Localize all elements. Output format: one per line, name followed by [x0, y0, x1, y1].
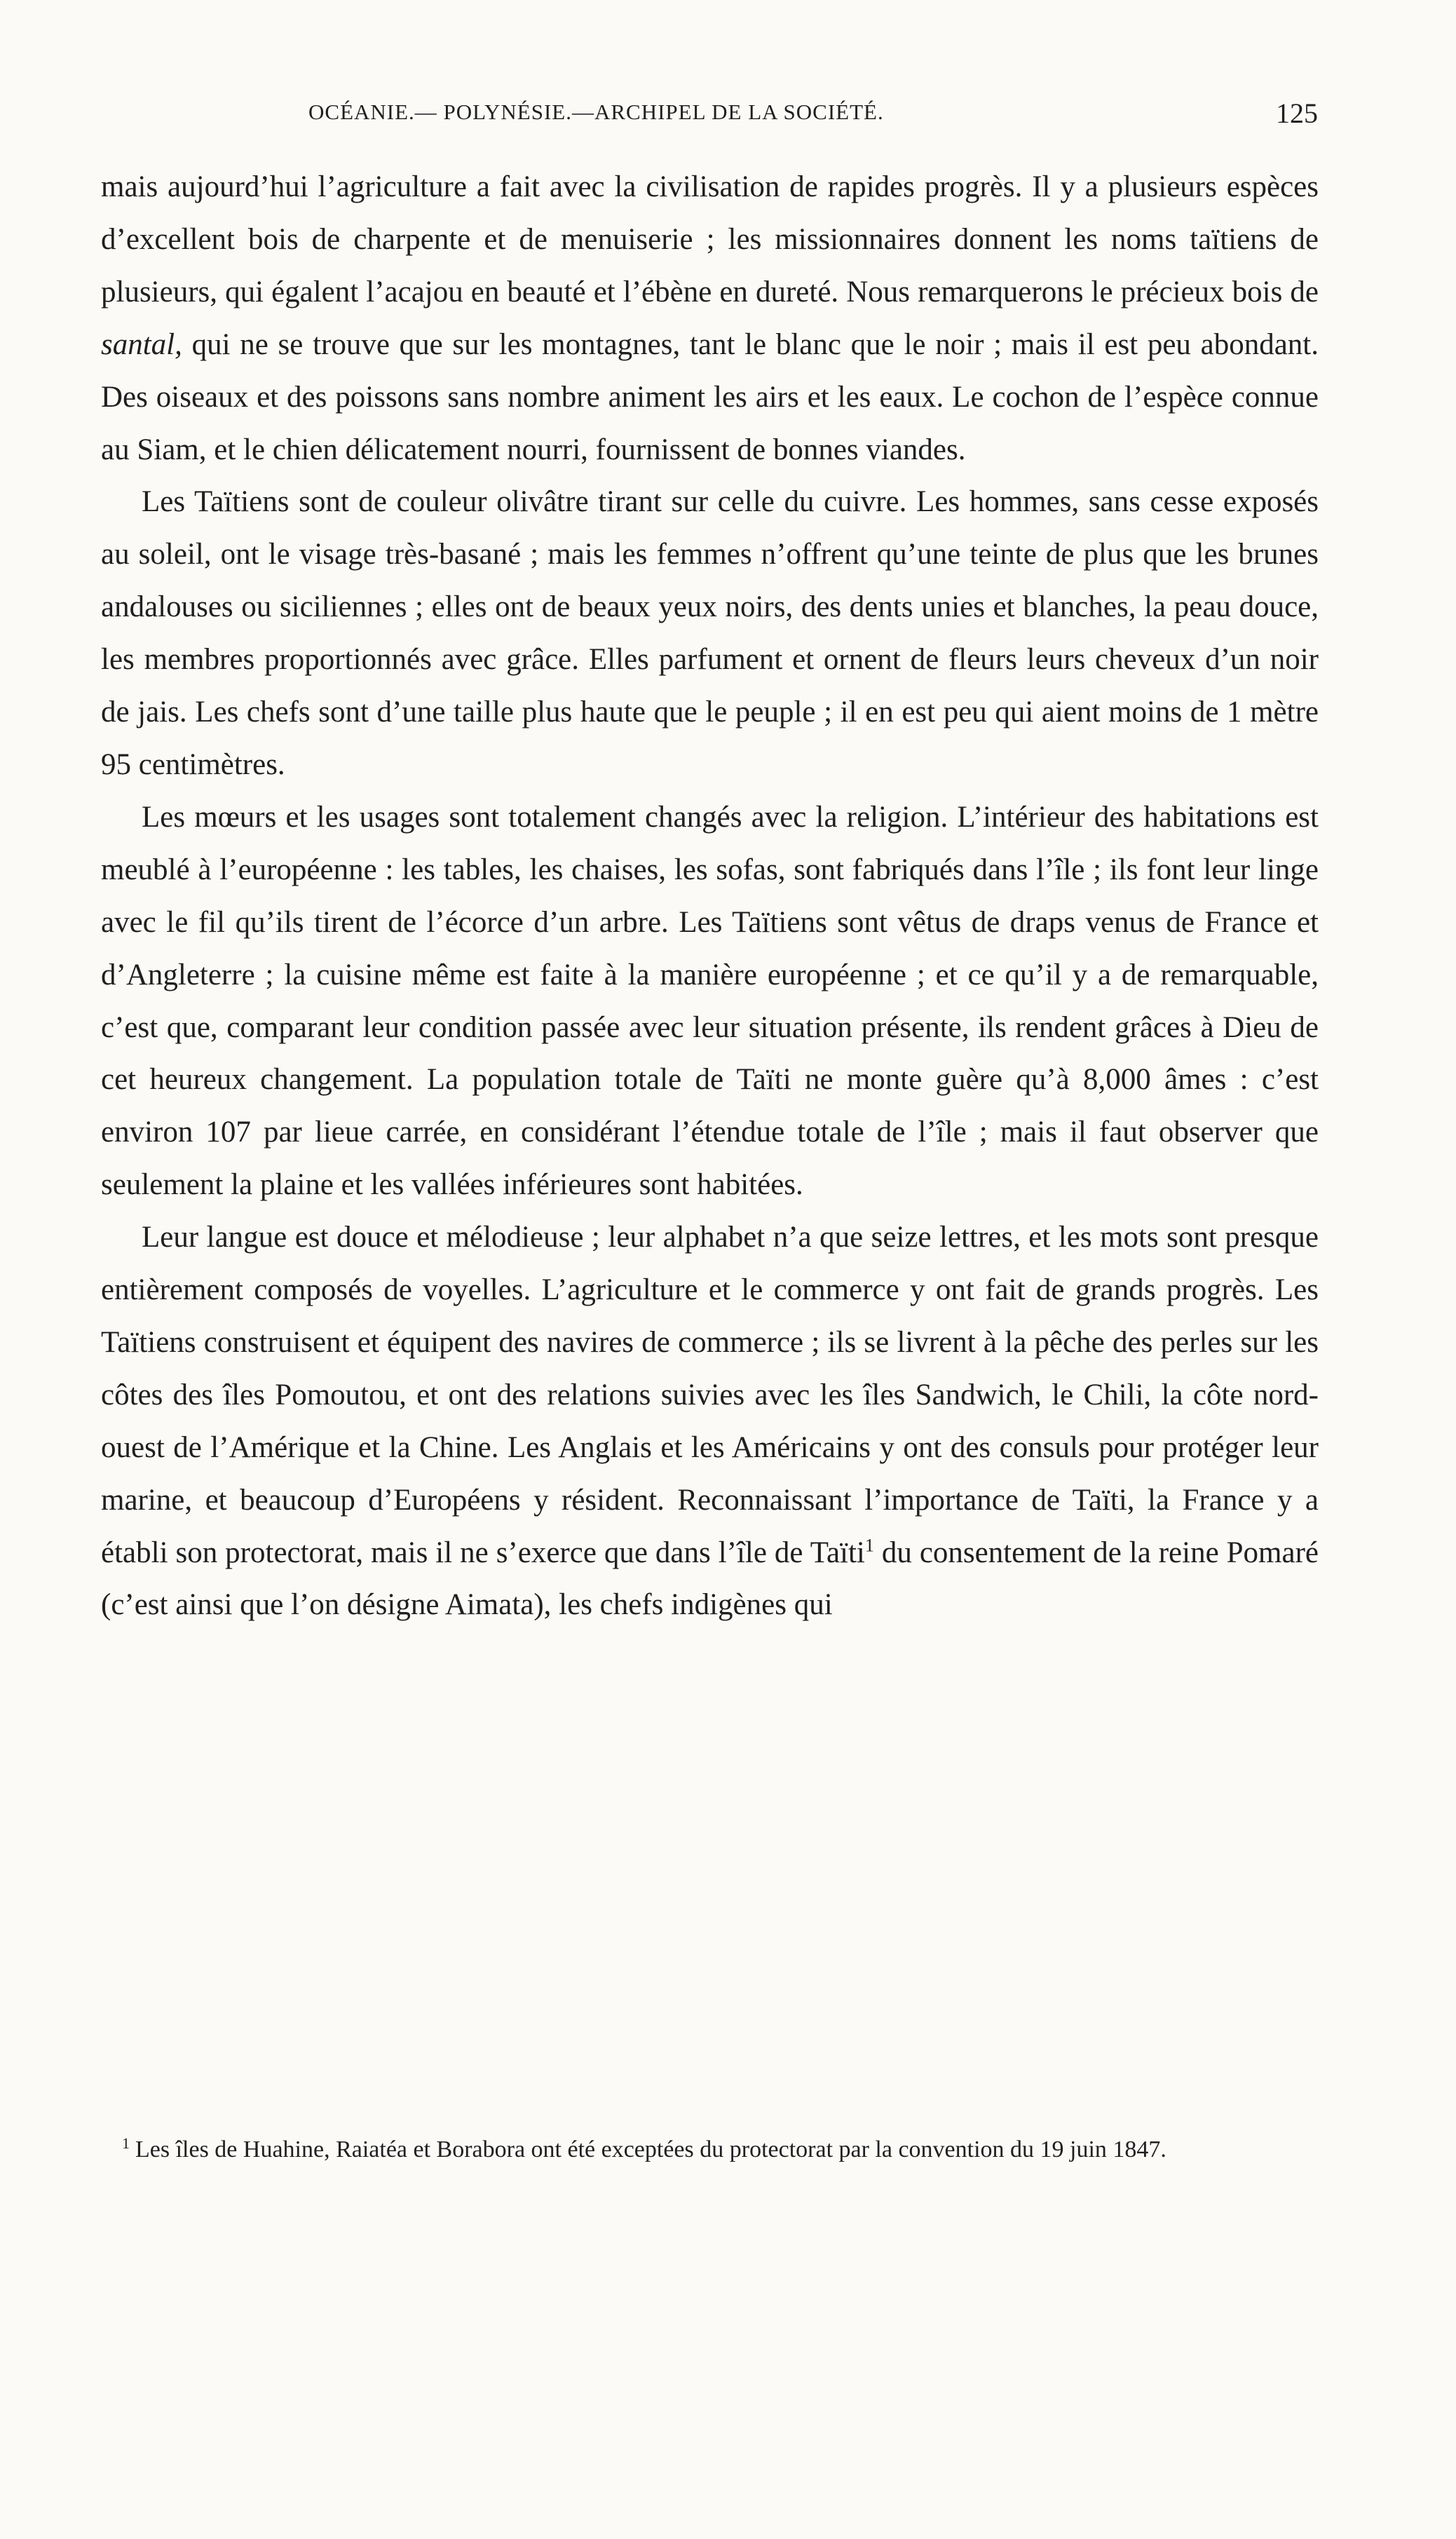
- paragraph-1: [101, 161, 1319, 476]
- paragraph-1-italic-santal: santal,: [101, 327, 182, 361]
- running-title: OCÉANIE.— POLYNÉSIE.—ARCHIPEL DE LA SOCIÉTÉ.: [308, 100, 884, 124]
- paragraph-1-text: mais aujourd’hui l’agriculture a fait avec la civilisation de rapides progrès. Il y a plusieurs espèces d’excellent bois de charpente et de menuiserie ; les missionnaires donnent les noms taïtiens de plusieurs, qui égalent l’acajou en beauté et l’ébène en dureté. Nous remarquerons le précieux bois de: [101, 170, 1319, 309]
- footnote-reference[interactable]: 1: [864, 1535, 874, 1556]
- paragraph-3: Les mœurs et les usages sont totalement changés avec la religion. L’intérieur des habitations est meublé à l’européenne : les tables, les chaises, les sofas, sont fabriqués dans l’île ; ils font leur linge avec le fil qu’ils tirent de l’écorce d’un arbre. Les Taïtiens sont vêtus de draps venus de France et d’Angleterre ; la cuisine même est faite à la manière européenne ; et ce qu’il y a de remarquable, c’est que, comparant leur condition passée avec leur situation présente, ils rendent grâces à Dieu de cet heureux changement. La population totale de Taïti ne monte guère qu’à 8,000 âmes : c’est environ 107 par lieue carrée, en considérant l’étendue totale de l’île ; mais il faut observer que seulement la plaine et les vallées inférieures sont habitées.: [101, 800, 1319, 1202]
- running-head: [98, 97, 1318, 142]
- paragraph-4-text-continued: du consentement de la reine Pomaré (c’est ainsi que l’on désigne Aimata), les chefs indigènes qui: [101, 1536, 1319, 1622]
- page-number: 125: [1276, 97, 1318, 129]
- paragraph-4: [101, 1212, 1319, 1632]
- body-text: [101, 161, 1319, 2104]
- footnote: [101, 2130, 1319, 2169]
- paragraph-1-text-continued: qui ne se trouve que sur les montagnes, tant le blanc que le noir ; mais il est peu abondant. Des oiseaux et des poissons sans nombre animent les airs et les eaux. Le cochon de l’espèce connue au Siam, et le chien délicatement nourri, fournissent de bonnes viandes.: [101, 327, 1319, 466]
- footnote-mark: 1: [122, 2134, 130, 2152]
- footnote-text: Les îles de Huahine, Raiatéa et Borabora ont été exceptées du protectorat par la convention du 19 juin 1847.: [135, 2137, 1166, 2162]
- paragraph-4-text: Leur langue est douce et mélodieuse ; leur alphabet n’a que seize lettres, et les mots sont presque entièrement composés de voyelles. L’agriculture et le commerce y ont fait de grands progrès. Les Taïtiens construisent et équipent des navires de commerce ; ils se livrent à la pêche des perles sur les côtes des îles Pomoutou, et ont des relations suivies avec les îles Sandwich, le Chili, la côte nord-ouest de l’Amérique et la Chine. Les Anglais et les Américains y ont des consuls pour protéger leur marine, et beaucoup d’Européens y résident. Reconnaissant l’importance de Taïti, la France y a établi son protectorat, mais il ne s’exerce que dans l’île de Taïti: [101, 1221, 1319, 1569]
- paragraph-2: Les Taïtiens sont de couleur olivâtre tirant sur celle du cuivre. Les hommes, sans cesse exposés au soleil, ont le visage très-basané ; mais les femmes n’offrent qu’une teinte de plus que les brunes andalouses ou siciliennes ; elles ont de beaux yeux noirs, des dents unies et blanches, la peau douce, les membres proportionnés avec grâce. Elles parfument et ornent de fleurs leurs cheveux d’un noir de jais. Les chefs sont d’une taille plus haute que le peuple ; il en est peu qui aient moins de 1 mètre 95 centimètres.: [101, 485, 1319, 781]
